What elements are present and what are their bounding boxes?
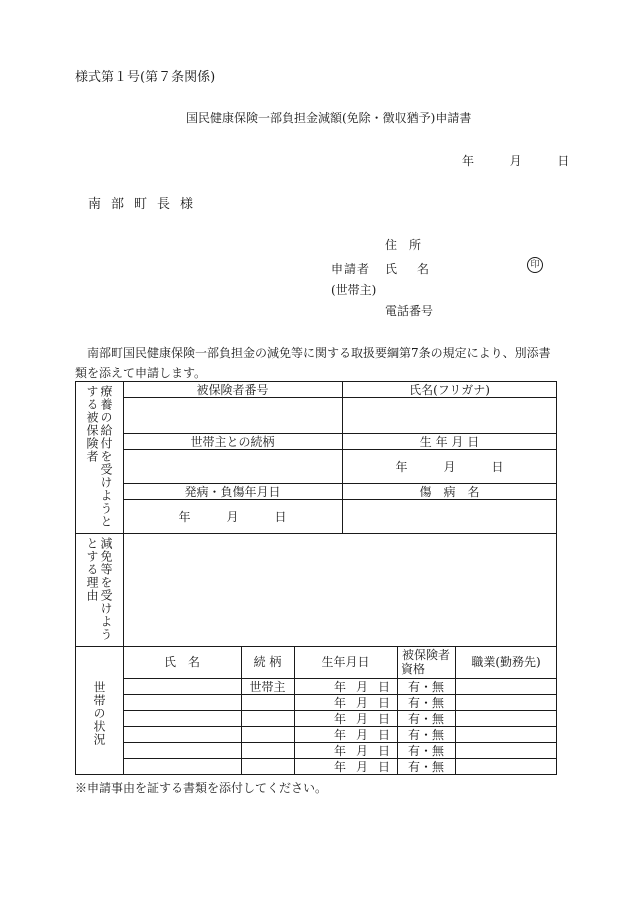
application-date [462,152,569,169]
household-status-cell: 有・無 [407,680,444,694]
household-birth-year: 年 [333,728,346,742]
onset-day-label: 日 [274,510,287,524]
addressee: 南部町長様 [88,197,204,212]
household-birth-month: 月 [355,728,368,742]
household-insured-header [397,648,455,676]
relation-field[interactable] [123,450,342,483]
household-birth-cell [294,728,390,742]
household-birth-day: 日 [377,696,390,710]
address-label: 住所 [385,238,434,252]
reason-section-label: 減免等を受けようとする理由 [85,537,113,641]
household-birth-day: 日 [377,744,390,758]
date-day-label: 日 [557,154,570,168]
household-status-cell: 有・無 [407,744,444,758]
household-section-label: 世帯の状況 [92,681,106,746]
household-relation-header: 続 柄 [253,655,282,669]
insured-header-line1: 被保険者 [401,648,450,662]
household-head-label: (世帯主) [331,283,377,297]
household-birth-day: 日 [377,760,390,774]
disease-header: 傷 病 名 [419,485,480,499]
household-birth-month: 月 [355,760,368,774]
application-table [75,381,557,775]
birthdate-header: 生 年 月 日 [419,435,480,449]
insured-section-label: 療養の給付を受けようとする被保険者 [85,385,113,528]
household-name-header: 氏 名 [163,655,200,669]
household-status-cell: 有・無 [407,728,444,742]
household-birth-cell [294,680,390,694]
date-month-label: 月 [509,154,522,168]
birth-year-label: 年 [395,460,408,474]
household-birth-month: 月 [355,712,368,726]
insured-header-line2: 資格 [401,662,426,676]
document-title: 国民健康保険一部負担金減額(免除・徴収猶予)申請書 [186,111,472,125]
phone-label: 電話番号 [385,304,434,318]
insured-number-header: 被保険者番号 [196,383,269,397]
relation-header: 世帯主との続柄 [190,435,275,449]
household-birth-year: 年 [333,696,346,710]
household-birth-year: 年 [333,744,346,758]
birth-day-label: 日 [491,460,504,474]
household-status-cell: 有・無 [407,696,444,710]
household-birth-cell [294,744,390,758]
household-birth-month: 月 [355,696,368,710]
onset-year-label: 年 [178,510,191,524]
household-birth-cell [294,696,390,710]
body-text: 南部町国民健康保険一部負担金の減免等に関する取扱要綱第7条の規定により、別添書類を添えて申請します。 [75,346,551,380]
name-kana-header: 氏名(フリガナ) [409,383,490,397]
household-birth-day: 日 [377,728,390,742]
onset-date-field[interactable] [123,510,342,524]
form-number: 様式第１号(第７条関係) [75,70,216,85]
seal-mark: 印 [527,257,543,273]
household-birth-year: 年 [333,760,346,774]
applicant-label: 申請者 [331,262,371,276]
household-birth-month: 月 [355,680,368,694]
household-birth-day: 日 [377,712,390,726]
household-birth-year: 年 [333,680,346,694]
household-birth-cell [294,760,390,774]
name-label: 氏名 [385,262,450,276]
household-birth-month: 月 [355,744,368,758]
onset-date-header: 発病・負傷年月日 [184,485,281,499]
household-status-cell: 有・無 [407,712,444,726]
household-birth-year: 年 [333,712,346,726]
name-kana-field[interactable] [342,398,557,433]
birth-month-label: 月 [443,460,456,474]
insured-number-field[interactable] [123,398,342,433]
household-birth-header: 生年月日 [321,655,370,669]
date-year-label: 年 [462,154,475,168]
footnote: ※申請事由を証する書類を添付してください。 [75,781,328,795]
household-birth-day: 日 [377,680,390,694]
household-job-header: 職業(勤務先) [471,655,541,669]
onset-month-label: 月 [226,510,239,524]
household-relation-cell: 世帯主 [249,680,286,694]
household-birth-cell [294,712,390,726]
birthdate-field[interactable] [342,460,557,474]
disease-field[interactable] [342,500,557,533]
reason-field[interactable] [124,534,556,646]
household-status-cell: 有・無 [407,760,444,774]
